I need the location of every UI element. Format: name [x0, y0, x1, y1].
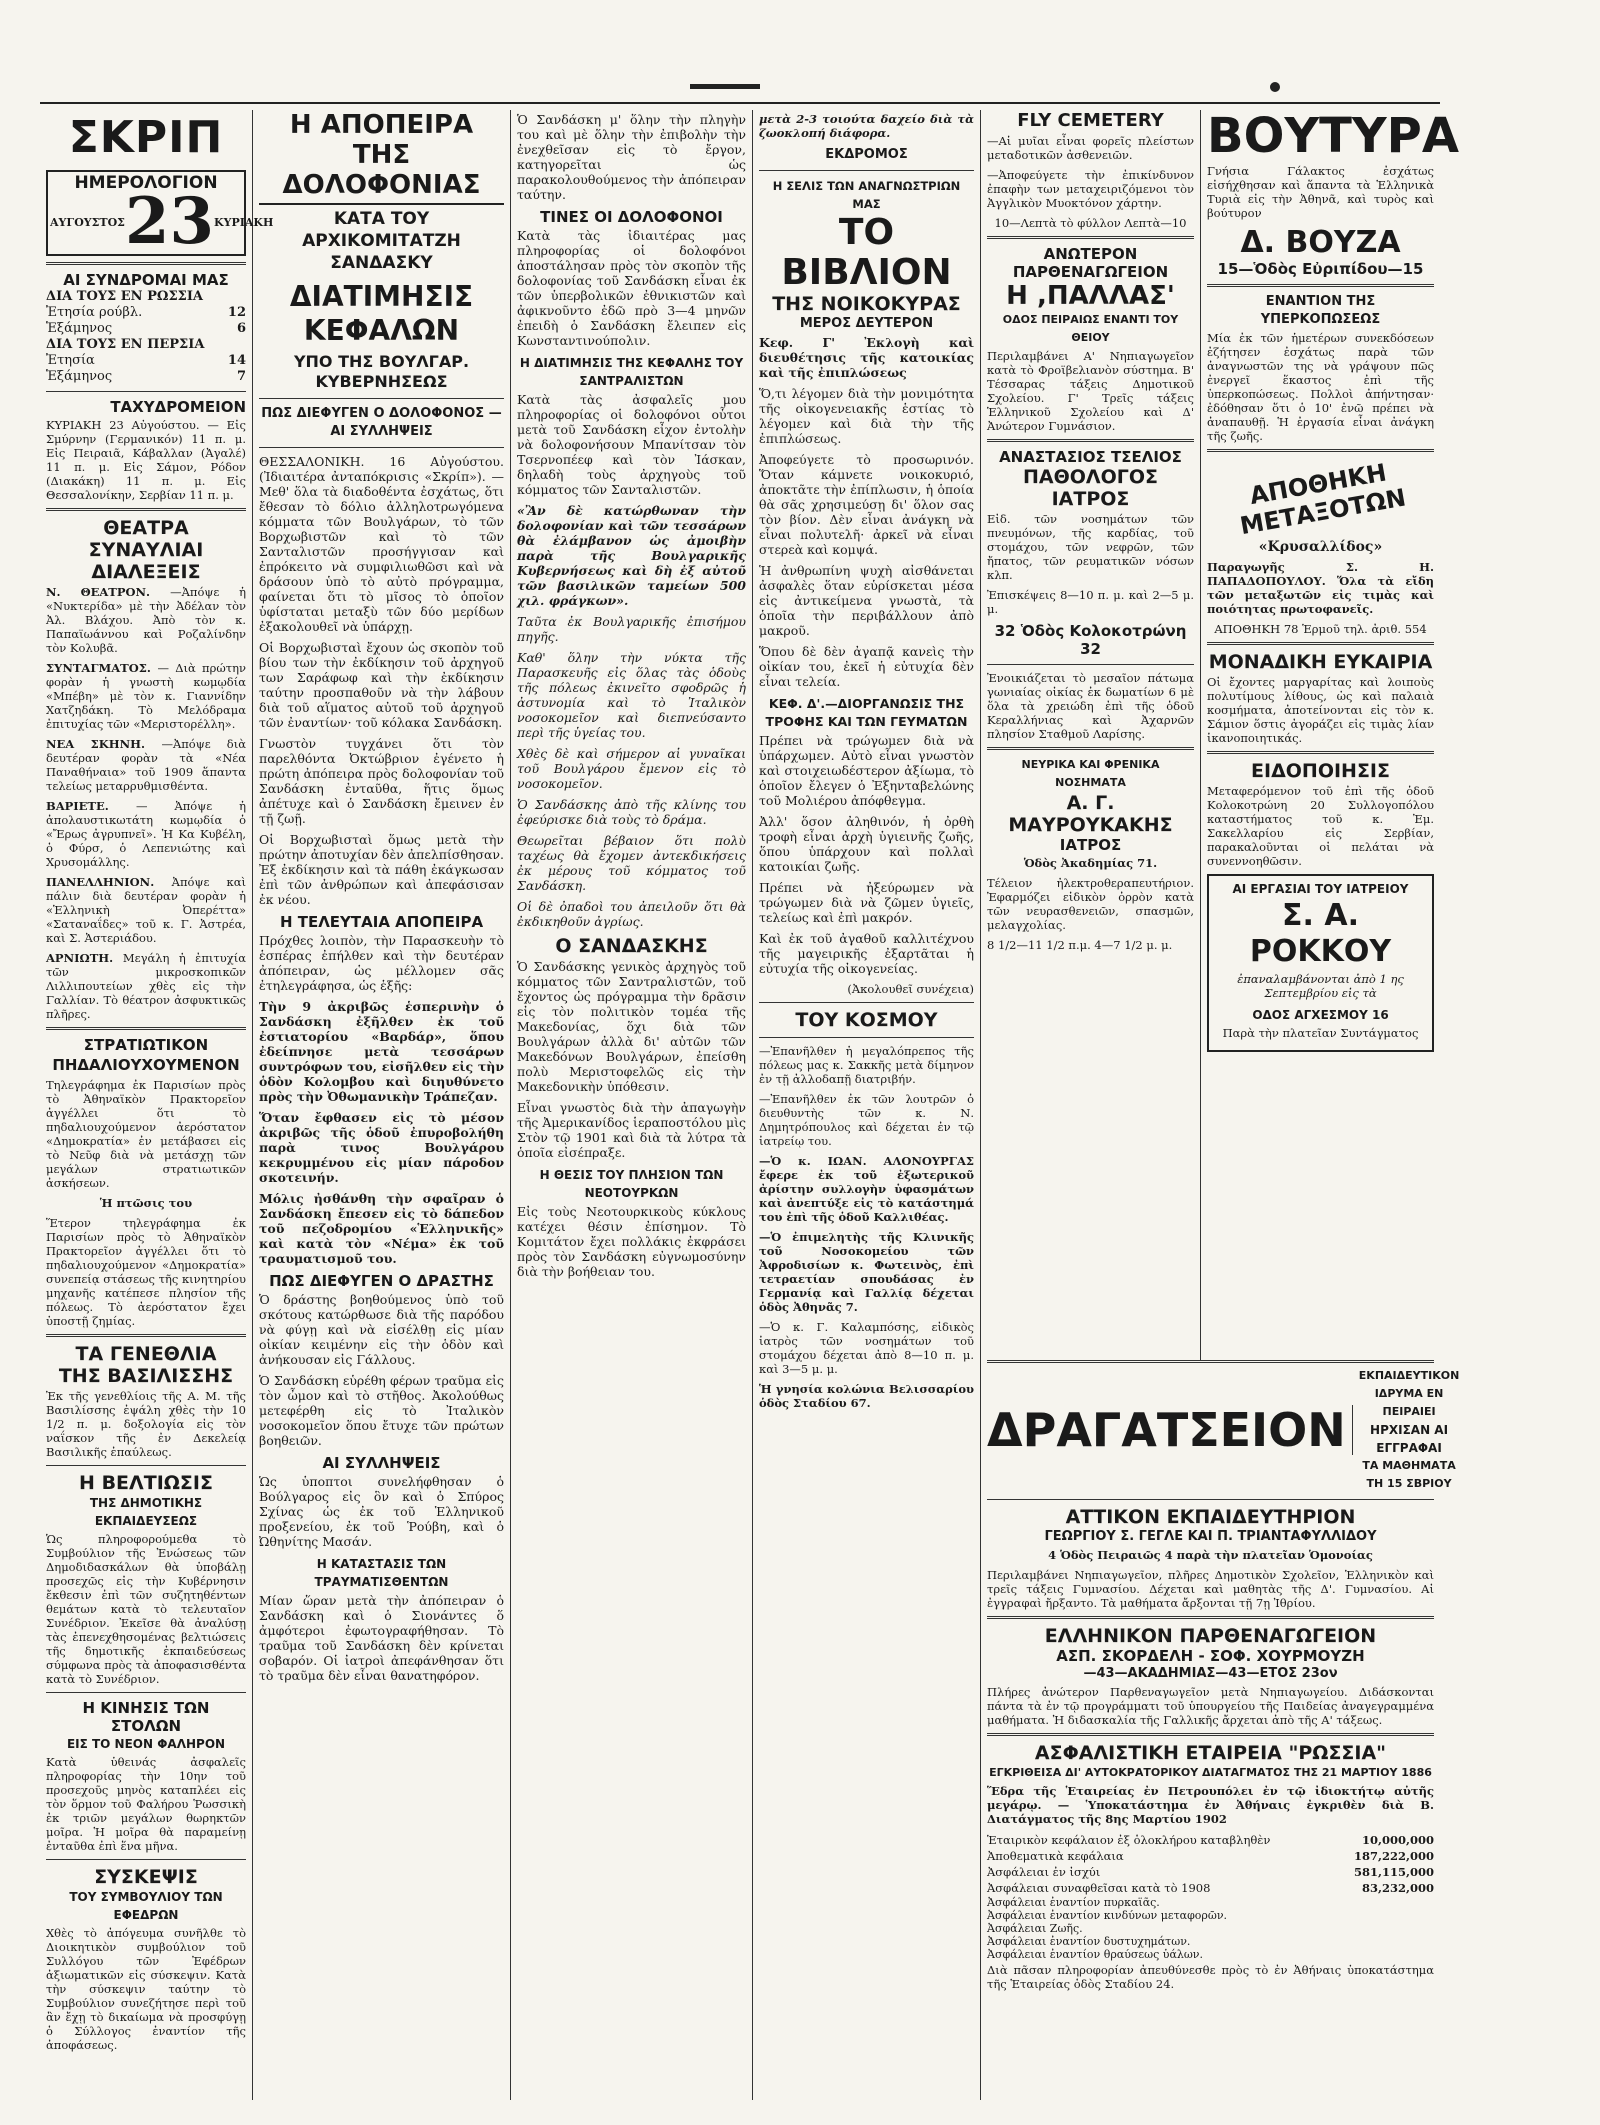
ad-hours: 8 1/2—11 1/2 π.μ. 4—7 1/2 μ. μ. [987, 938, 1173, 952]
subs-title: ΑΙ ΣΥΝΔΡΟΜΑΙ ΜΑΣ [63, 271, 229, 289]
separator [987, 1499, 1434, 1500]
insurance-value: 10,000,000 [1361, 1833, 1434, 1847]
ad-name: Σ. Α. ΡΟΚΚΟΥ [1249, 898, 1392, 969]
insurance-line: Ἀσφάλειαι Ζωῆς. [987, 1922, 1083, 1935]
military-quote: Ἡ πτῶσις του [99, 1196, 193, 1210]
masthead: ΣΚΡΙΠ [68, 112, 224, 163]
ad-text: ἐπαναλαμβάνονται ἀπὸ 1 ης Σεπτεμβρίου εἰς τὰ [1237, 972, 1404, 1000]
subs-value: 12 [227, 305, 246, 320]
ad-subtitle: ΙΑΤΡΟΣ [1059, 836, 1122, 854]
paragraph: —Ὁ κ. Γ. Καλαμπόσης, εἰδικὸς ἰατρὸς τῶν νοσημάτων τοῦ στομάχου δέχεται ἀπὸ 8—10 π. μ. καὶ 3—5 μ. μ. [759, 1320, 974, 1376]
ad-brand: «Κρυσαλλίδος» [1258, 539, 1383, 555]
ad-title: ΑΝΩΤΕΡΟΝ ΠΑΡΘΕΝΑΓΩΓΕΙΟΝ [1012, 245, 1169, 281]
ad-address: Ὁδὸς Ἀκαδημίας 71. [1023, 856, 1158, 870]
theatre-title: ΘΕΑΤΡΑ [103, 517, 189, 539]
ad-address: ΟΔΟΣ ΠΕΙΡΑΙΩΣ ΕΝΑΝΤΙ ΤΟΥ ΘΕΙΟΥ [1002, 313, 1179, 344]
theatre-item [46, 585, 246, 655]
paragraph: Εἶναι γνωστὸς διὰ τὴν ἀπαγωγὴν τῆς Ἀμερικανίδος ἱεραποστόλου μὶς Στὸν τῷ 1901 καὶ διὰ τὰ λύτρα τὰ ὁποῖα εἰσέπραξε. [517, 1100, 746, 1160]
newspaper-page [40, 108, 1460, 2100]
wide-ads [981, 1360, 1460, 2100]
ad-address: —43—ΑΚΑΔΗΜΙΑΣ—43—ΕΤΟΣ 23ον [1083, 1666, 1338, 1681]
dragatseion-side [1353, 1367, 1460, 1493]
subheading: ΠΩΣ ΔΙΕΦΥΓΕΝ Ο ΔΡΑΣΤΗΣ [269, 1272, 494, 1290]
separator [987, 236, 1194, 239]
paragraph: μετὰ 2-3 τοιούτα δαχείο διὰ τὰ ζωοκλοπή διάφορα. [759, 112, 974, 140]
subheading: ΕΚΔΡΟΜΟΣ [825, 147, 908, 162]
ad-title: ΕΛΛΗΝΙΚΟΝ ΠΑΡΘΕΝΑΓΩΓΕΙΟΝ [1044, 1625, 1377, 1647]
theatre-item [46, 799, 246, 869]
separator [1207, 642, 1434, 645]
insurance-label: Ἀσφάλειαι συναφθεῖσαι κατὰ τὸ 1908 [987, 1881, 1211, 1895]
separator [759, 1002, 974, 1003]
ad-title: FLY CEMETERY [1017, 110, 1164, 131]
day-number: 23 [124, 184, 215, 259]
insurance-row [987, 1864, 1434, 1880]
paragraph: Μίαν ὥραν μετὰ τὴν ἀπόπειραν ὁ Σανδάσκη καὶ ὁ Σιονάντες ὅ ἀμφότεροι ἐφωτογραφήθησαν. Τὸ τραῦμα τοῦ Σανδάσκη δὲν κρίνεται σοβαρόν. Οἱ ἰατροὶ ἀπεφάνθησαν ὅτι τὸ τραῦμα δὲν εἶναι θανατηφόρον. [259, 1593, 504, 1683]
post-text: ΚΥΡΙΑΚΗ 23 Αὐγούστου. — Εἰς Σμύρνην (Γερμανικόν) 11 π. μ. Εἰς Πειραιᾶ, Κάβαλλαν (Ἀγαλέ) 11 π. μ. Εἰς Σάμον, Ρόδον (Διακάκη) 11 π. μ. Εἰς Θεσσαλονίκην, Σερβίαν 11 π. μ. [46, 418, 246, 502]
subs-label: ΔΙΑ ΤΟΥΣ ΕΝ ΠΕΡΣΙΑ [46, 337, 205, 352]
fleet-sub: ΕΙΣ ΤΟ ΝΕΟΝ ΦΑΛΗΡΟΝ [66, 1737, 226, 1751]
top-dot-mark [1270, 82, 1280, 92]
ad-subtitle: ΕΚΠΑΙΔΕΥΤΙΚΟΝ ΙΔΡΥΜΑ ΕΝ ΠΕΙΡΑΙΕΙ [1358, 1369, 1460, 1418]
ad-title: ΑΝΑΣΤΑΣΙΟΣ ΤΣΕΛΙΟΣ [999, 448, 1182, 466]
separator [759, 170, 974, 171]
ad-address: 15—Ὁδὸς Εὐριπίδου—15 [1217, 260, 1424, 278]
top-rule-mark [690, 84, 760, 89]
ad-text: Ἕδρα τῆς Ἑταιρείας ἐν Πετρουπόλει ἐν τῷ ἰδιοκτήτῳ αὐτῆς μεγάρῳ. — Ὑποκατάστημα ἐν Ἀθήναις ἐγκριθὲν διὰ Β. Διατάγματος τῆς 8ης Μαρτίου 1902 [987, 1784, 1434, 1826]
theatre-text: —Ἀπόψε ἡ «Νυκτερίδα» μὲ τὴν Ἀδέλαν τὸν Ἀλ. Βλάχου. Ἀπὸ τὸν κ. Παπαϊωάννου καὶ Ροζαλίνδην τὸν Κολυβᾶ. [46, 585, 247, 655]
insurance-line: Ἀσφάλειαι ἐναντίον δυστυχημάτων. [987, 1935, 1191, 1948]
ad-title: ΔΡΑΓΑΤΣΕΙΟΝ [987, 1405, 1353, 1455]
ad-subtitle: ΑΣΠ. ΣΚΟΡΔΕΛΗ - ΣΟΦ. ΧΟΥΡΜΟΥΖΗ [1056, 1647, 1365, 1665]
separator [46, 1465, 246, 1466]
paragraph: Πρέπει νὰ τρώγωμεν διὰ νὰ ὑπάρχωμεν. Αὐτὸ εἶναι γνωστὸν καὶ στοιχειωδέστερον ἀξίωμα, τὸ ὁποῖον ἔλεγεν ὁ Ἐξηνταβελώνης τοῦ Μολιέρου ἀπόφθεγμα. [759, 733, 974, 808]
paragraph: Καθ' ὅλην τὴν νύκτα τῆς Παρασκευῆς εἰς ὅλας τὰς ὁδοὺς τῆς πόλεως ἐκινεῖτο σφοδρῶς ἡ ἀστυνομία καὶ τὸ Ἰταλικὸν νοσοκομεῖον καὶ διεπνεύσαντο περὶ τῆς ὑγείας του. [517, 650, 746, 740]
ad-text: Εἰδ. τῶν νοσημάτων τῶν πνευμόνων, τῆς καρδίας, τοῦ στομάχου, τῶν νεφρῶν, τῶν ἤπατος, τῶν ρευματικῶν νόσων κλπ. [987, 512, 1194, 582]
headline-5: ΠΩΣ ΔΙΕΦΥΓΕΝ Ο ΔΟΛΟΦΟΝΟΣ — ΑΙ ΣΥΛΛΗΨΕΙΣ [261, 406, 502, 439]
fleet-text: Κατὰ ὑθεινάς ἀσφαλεῖς πληροφορίας τὴν 10ην τοῦ προσεχοῦς μηνὸς καταπλέει εἰς τὸν ὅρμον τοῦ Φαλήρου Ῥωσσικὴ ἐκ τριῶν μεγάλων θωρηκτῶν μοῖρα. Ἡ μοῖρα θὰ παραμείνῃ ἐνταῦθα ἐπὶ ἕνα μῆνα. [46, 1755, 246, 1853]
paragraph: Πρέπει νὰ ἠξεύρωμεν νὰ τρώγωμεν διὰ νὰ ζῶμεν ὑγιεῖς, τελείως καὶ ἐπὶ μακρόν. [759, 880, 974, 925]
separator [46, 262, 246, 265]
date-block [50, 184, 274, 259]
paragraph: Ἡ γνησία κολώνια Βελισσαρίου ὁδὸς Σταδίου 67. [759, 1382, 974, 1410]
ad-text: Τέλειον ἠλεκτροθεραπευτήριον. Ἐφαρμόζει εἰδικὸν ὀρρὸν κατὰ τῶν νευρασθενειῶν, σπασμῶν, μελαγχολίας. [987, 876, 1194, 932]
separator [46, 391, 246, 392]
paragraph: Ὁ δράστης βοηθούμενος ὑπὸ τοῦ σκότους κατώρθωσε διὰ τῆς παρόδου νὰ φύγῃ καὶ νὰ εἰσέλθῃ εἰς μίαν οἰκίαν κειμένην εἰς τὴν ὁδὸν καὶ ἀνήκουσαν εἰς Γάλλους. [259, 1292, 504, 1367]
ad-title: ΕΙΔΟΠΟΙΗΣΙΣ [1251, 760, 1390, 782]
ad-subtitle: ΑΙ ΕΡΓΑΣΙΑΙ ΤΟΥ ΙΑΤΡΕΙΟΥ [1232, 882, 1409, 896]
column-4 [753, 110, 980, 2100]
paragraph: Ἀποφεύγετε τὸ προσωρινόν. Ὅταν κάμνετε νοικοκυριό, ἀποκτᾶτε τὴν ἐπίπλωσιν, ἡ ὁποία θὰ σᾶς χρησιμεύσῃ δι' ὅλον σας τὸν βίον. Δὲν εἶναι ἀνάγκη νὰ εἶναι πολυτελῆ· ἀρκεῖ νὰ εἶναι στερεὰ καὶ κομψά. [759, 452, 974, 557]
separator [259, 447, 504, 448]
military-sub: ΠΗΔΑΛΙΟΥΧΟΥΜΕΝΟΝ [52, 1056, 240, 1074]
paragraph: Ὁ Σανδάσκης ἀπὸ τῆς κλίνης του ἐφεύρισκε διὰ τοὺς τὸ δράμα. [517, 797, 746, 827]
ad-text: Διὰ πᾶσαν πληροφορίαν ἀπευθύνεσθε πρὸς τὸ ἐν Ἀθήναις ὑποκατάστημα τῆς Ἑταιρείας ὁδὸς Σταδίου 24. [987, 1963, 1434, 1991]
theatre-item [46, 661, 246, 731]
paragraph: Ὡς ὑποπτοι συνελήφθησαν ὁ Βούλγαρος εἰς ὃν καὶ ὁ Σπύρος Σχίνας ὡς ἐκ τοῦ Ἑλληνικοῦ προξενείου, ἐκ τοῦ Ῥούβη, καὶ ὁ Ὠθηνίτης Μασάν. [259, 1474, 504, 1549]
theatre-list [46, 585, 246, 1021]
calendar-box [46, 170, 274, 259]
theatre-name: ΝΕΑ ΣΚΗΝΗ. [46, 737, 162, 751]
theatre-text: Ἀπόψε καὶ πάλιν διὰ δευτέραν φορὰν ἡ «Ἑλληνικὴ Ὀπερέττα» «Σαταναΐδες» τοῦ κ. Γ. Ἀστρέα, καὶ Σ. Ἀστεριάδου. [46, 875, 246, 945]
subs-row [46, 305, 246, 321]
paragraph: «Ἂν δὲ κατώρθωναν τὴν δολοφονίαν καὶ τῶν τεσσάρων θὰ ἐλάμβανον ὡς ἀμοιβὴν παρὰ τῆς Βουλγαρικῆς Κυβερνήσεως καὶ δὴ ἐξ αὐτοῦ τῶν βασιλικῶν ταμείων 500 χιλ. φράγκων». [517, 503, 746, 608]
subs-row [46, 321, 246, 337]
post-title: ΤΑΧΥΔΡΟΜΕΙΟΝ [110, 398, 246, 416]
ad-subtitle: ΕΓΚΡΙΘΕΙΣΑ ΔΙ' ΑΥΤΟΚΡΑΤΟΡΙΚΟΥ ΔΙΑΤΑΓΜΑΤΟΣ ΤΗΣ 21 ΜΑΡΤΙΟΥ 1886 [989, 1766, 1432, 1779]
separator [1207, 284, 1434, 287]
subheading: Η ΤΕΛΕΥΤΑΙΑ ΑΠΟΠΕΙΡΑ [279, 913, 484, 931]
separator [1207, 449, 1434, 452]
lectures-title: ΔΙΑΛΕΞΕΙΣ [91, 561, 201, 583]
insurance-row [987, 1880, 1434, 1896]
subs-label: Ἑξάμηνος [46, 321, 113, 336]
ad-subtitle: ΗΡΧΙΣΑΝ ΑΙ ΕΓΓΡΑΦΑΙ [1370, 1423, 1449, 1455]
separator [46, 1859, 246, 1860]
ad-text: Οἱ ἔχοντες μαργαρίτας καὶ λοιποὺς πολυτίμους λίθους, ὡς καὶ παλαιὰ κοσμήματα, ἀποτείνονται εἰς τὸν κ. Σάμιον ὅστις ἀγοράζει εἰς τιμὰς λίαν ἱκανοποιητικάς. [1207, 675, 1434, 745]
insurance-label: Ἀσφάλειαι ἐν ἰσχύι [987, 1865, 1101, 1879]
lead-paragraph: ΘΕΣΣΑΛΟΝΙΚΗ. 16 Αὐγούστου. (Ἰδιαιτέρα ἀνταπόκρισις «Σκρίπ»). — Μεθ' ὅλα τὰ διαδοθέντα ἐσχάτως, ὅτι ἔθεσαν τὸ δόλιο ἀλληλοτρωγόμενα κόμματα τῶν Βουλγάρων, τὸ τῶν Βορχωβιστῶν καὶ τὸ τῶν Σανταλιστῶν προσήγγισαν καὶ ἐπρόκειτο νὰ συμφιλιωθῶσι καὶ νὰ δράσουν ὑπὸ τὸ αὐτὸ πρόγραμμα, φαίνεται ὅτι τὸ μῖσος τὸ ὁποῖον ὑφίσταται μεταξὺ τῶν δύο μερίδων ἐξακολουθεῖ νὰ ὑπάρχῃ. [259, 454, 504, 634]
headline-2: ΚΑΤΑ ΤΟΥ ΑΡΧΙΚΟΜΙΤΑΤΖΗ ΣΑΝΔΑΣΚΥ [302, 209, 461, 273]
theatre-name: ΑΡΝΙΩΤΗ. [46, 951, 123, 965]
concerts-title: ΣΥΝΑΥΛΙΑΙ [88, 539, 204, 561]
column-2 [253, 110, 510, 2100]
headline-4: ΥΠΟ ΤΗΣ ΒΟΥΛΓΑΡ. ΚΥΒΕΡΝΗΣΕΩΣ [293, 352, 470, 391]
insurance-lines [987, 1896, 1434, 1961]
subheading: Ο ΣΑΝΔΑΣΚΗΣ [555, 935, 708, 957]
separator [759, 1037, 974, 1038]
theatre-item [46, 875, 246, 945]
subs-row [46, 353, 246, 369]
theatre-text: —Ἀπόψε διὰ δευτέραν φορὰν τὰ «Νέα Παναθήναια» τοῦ 1909 ἅπαντα τελείως μεταρρυθμισθέντα. [46, 737, 246, 793]
top-rule [40, 102, 1440, 104]
birthday-text: Ἐκ τῆς γενεθλίοις τῆς Α. Μ. τῆς Βασιλίσσης ἐψάλη χθὲς τὴν 10 1/2 π. μ. δοξολογία εἰς τὸν ναΐσκον τῆς ἐν Δεκελείᾳ Βασιλικῆς ἐπαύλεως. [46, 1389, 246, 1459]
ad-text: —Ἀποφεύγετε τὴν ἐπικίνδυνον ἐπαφὴν των μεταχειριζόμενοι τὸν Ἀγγλικὸν Μυοκτόνον χάρτην. [987, 168, 1194, 210]
headline-1: Η ΑΠΟΠΕΙΡΑ ΤΗΣ ΔΟΛΟΦΟΝΙΑΣ [259, 110, 504, 205]
insurance-label: Ἀποθεματικὰ κεφάλαια [987, 1849, 1124, 1863]
paragraph: —Ὁ κ. ΙΩΑΝ. ΑΛΟΝΟΥΡΓΑΣ ἔφερε ἐκ τοῦ ἐξωτερικοῦ ἀρίστην συλλογὴν ὑφασμάτων καὶ ἀνεπτύξε εἰς τὸ κατάστημά του ἐπὶ τῆς ὁδοῦ Καλλιθέας. [759, 1154, 974, 1224]
birthday-title-2: ΤΗΣ ΒΑΣΙΛΙΣΣΗΣ [58, 1365, 234, 1387]
ad-text: Παραγωγῆς Σ. Η. ΠΑΠΑΔΟΠΟΥΛΟΥ. Ὅλα τὰ εἴδη τῶν μεταξωτῶν εἰς τιμὰς καὶ ποιότητας πρωτοφανεῖς. [1207, 560, 1434, 616]
paragraph: Ὁ Σανδάσκη εὑρέθη φέρων τραῦμα εἰς τὸν ὦμον καὶ τὸ στῆθος. Ἀκολούθως μετεφέρθη εἰς τὸ Ἰταλικὸν νοσοκομεῖον ὅπου ἔτυχε τῶν πρώτων βοηθειῶν. [259, 1373, 504, 1448]
insurance-table [987, 1832, 1434, 1896]
ad-title: ΑΠΟΘΗΚΗ ΜΕΤΑΞΟΤΩΝ [1237, 458, 1408, 541]
subheading: Η ΚΑΤΑΣΤΑΣΙΣ ΤΩΝ ΤΡΑΥΜΑΤΙΣΘΕΝΤΩΝ [314, 1557, 449, 1589]
theatre-text: — Ἀπόψε ἡ ἀπολαυστικωτάτη κωμῳδία ὁ «Ἔρως ἀγρυπνεῖ». Ἡ Κα Κυβέλη, ὁ Φύρσ, ὁ Λεπενιώτης καὶ Χρυσομάλλης. [46, 799, 247, 869]
subs-label: Ἑξάμηνος [46, 369, 113, 384]
insurance-label: Ἑταιρικὸν κεφάλαιον ἐξ ὁλοκλήρου καταβληθὲν [987, 1833, 1271, 1847]
paragraph: Θεωρεῖται βέβαιον ὅτι πολὺ ταχέως θὰ ἔχομεν ἀντεκδικήσεις ἐκ μέρους τοῦ κόμματος τοῦ Σανδάσκη. [517, 833, 746, 893]
paragraph: Ὅπου δὲ δὲν ἀγαπᾷ κανεὶς τὴν οἰκίαν του, ἐκεῖ ἡ εὐτυχία δὲν εἶναι τελεία. [759, 644, 974, 689]
theatre-name: ΒΑΡΙΕΤΕ. [46, 799, 137, 813]
paragraph: Καὶ ἐκ τοῦ ἀγαθοῦ καλλιτέχνου τῆς μαγειρικῆς ἐξαρτᾶται ἡ εὐτυχία τῆς οἰκογενείας. [759, 931, 974, 976]
separator [46, 508, 246, 511]
book-title: ΤΟ ΒΙΒΛΙΟΝ [781, 212, 952, 293]
theatre-name: Ν. ΘΕΑΤΡΟΝ. [46, 585, 171, 599]
ad-text: Περιλαμβάνει Νηπιαγωγεῖον, πλῆρες Δημοτικὸν Σχολεῖον, Ἑλληνικὸν καὶ τρεῖς τάξεις Γυμνασίου. Δέχεται καὶ μαθητὰς τῆς Δ'. Γυμνασίου. Αἱ ἐγγραφαὶ ἤρξαντο. Τὰ μαθήματα ἄρξονται τῇ 7ῃ Ἰθρίου. [987, 1568, 1434, 1610]
ad-text: Ἐνοικιάζεται τὸ μεσαῖον πάτωμα γωνιαίας οἰκίας ἐκ δωματίων 6 μὲ ὅλα τὰ χρειώδη ἐπὶ τῆς ὁδοῦ Κεραλλήνιας καὶ Ἀχαρνῶν πλησίον Σταθμοῦ Λαρίσης. [987, 671, 1194, 741]
subs-label: Ἐτησία ρούβλ. [46, 305, 143, 320]
council-text: Χθὲς τὸ ἀπόγευμα συνῆλθε τὸ Διοικητικὸν συμβούλιον τοῦ Συλλόγου τῶν Ἐφέδρων ἀξιωματικῶν εἰς σύσκεψιν. Κατὰ τὴν σύσκεψιν ταύτην τὸ Συμβούλιον συνεζήτησε περὶ τοῦ ἂν ἔχῃ τὸ δικαίωμα νὰ προσφύγῃ ὁ Σύλλογος ἐναντίον τῆς ἀποφάσεως. [46, 1926, 246, 2052]
military-text-2: Ἕτερον τηλεγράφημα ἐκ Παρισίων πρὸς τὸ Ἀθηναϊκὸν Πρακτορεῖον ἀγγέλλει ὅτι τὸ πηδαλιουχούμενον «Δημοκρατία» συνεπείᾳ στάσεως τῆς κινητηρίου μηχανῆς κατέπεσε πλησίον τῆς πόλεως. Τὸ ἀερόστατον ἔχει ὑποστῇ ζημίας. [46, 1216, 246, 1328]
ad-address: Παρὰ τὴν πλατεῖαν Συντάγματος [1222, 1026, 1419, 1040]
ad-text: Μεταφερόμενον τοῦ ἐπὶ τῆς ὁδοῦ Κολοκοτρώνη 20 Συλλογοπόλου καταστήματος τοῦ κ. Ἐμ. Σακελλαρίου εἰς Σερβίαν, παρακαλοῦνται οἱ πελάται νὰ συνεννοηθῶσιν. [1207, 784, 1434, 868]
column-6 [1201, 108, 1459, 1355]
paragraph: Τὴν 9 ἀκριβῶς ἑσπερινὴν ὁ Σανδάσκη ἐξῆλθεν ἐκ τοῦ ἐστιατορίου «Βαρδάρ», ὅπου ἐδείπνησε μετὰ τεσσάρων συντρόφων του, εἰσῆλθεν εἰς τὴν ὁδὸν Κολομβου καὶ διηυθύνετο πρὸς τὴν Ὀθωμανικὴν Τράπεζαν. [259, 999, 504, 1104]
paragraph: —Ἐπανῆλθεν ἡ μεγαλόπρεπος τῆς πόλεως μας κ. Σακκῆς μετὰ δίμηνον ἐν τῇ ἀλλοδαπῇ διατριβήν. [759, 1044, 974, 1086]
subs-label: ΔΙΑ ΤΟΥΣ ΕΝ ΡΩΣΣΙΑ [46, 289, 203, 304]
ad-text: Περιλαμβάνει Α' Νηπιαγωγεῖον κατὰ τὸ Φροϊβελιανὸν σύστημα. Β' Τέσσαρας τάξεις Δημοτικοῦ Σχολείου. Γ' Τρεῖς τάξεις Ἑλληνικοῦ Σχολείου καὶ Δ' Ἀνώτερον Γυμνάσιον. [987, 349, 1194, 433]
ad-address: ΟΔΟΣ ΑΓΧΕΣΜΟΥ 16 [1252, 1008, 1389, 1022]
separator [46, 1334, 246, 1337]
subs-value: 14 [227, 353, 246, 368]
theatre-text: — Διὰ πρώτην φορὰν ἡ γνωστὴ κωμῳδία «Μπέβη» μὲ τὸν κ. Γιαννίδην Χατζηδάκη. Τὸ Μελόδραμα ἐπιτυχίας τῶν «Μεριστορέλλη». [46, 661, 246, 731]
ad-title: ΜΟΝΑΔΙΚΗ ΕΥΚΑΙΡΙΑ [1208, 651, 1433, 673]
world-title: ΤΟΥ ΚΟΣΜΟΥ [795, 1009, 938, 1031]
headline-3: ΔΙΑΤΙΜΗΣΙΣ ΚΕΦΑΛΩΝ [289, 280, 474, 347]
ad-name: Α. Γ. ΜΑΥΡΟΥΚΑΚΗΣ [1008, 792, 1173, 836]
ad-price: 10—Λεπτὰ τὸ φύλλον Λεπτὰ—10 [994, 216, 1187, 230]
subheading: ΕΝΑΝΤΙΟΝ ΤΗΣ ΥΠΕΡΚΟΠΩΣΕΩΣ [1260, 294, 1381, 327]
paragraph: —Ἐπανῆλθεν ἐκ τῶν λουτρῶν ὁ διευθυντὴς τῶν κ. Ν. Δημητρόπουλος καὶ δέχεται ἐν τῷ ἰατρείῳ του. [759, 1092, 974, 1148]
dragatseion-block [987, 1360, 1460, 1493]
book-subtitle: ΤΗΣ ΝΟΙΚΟΚΥΡΑΣ [772, 293, 961, 315]
ad-hours: Ἐπισκέψεις 8—10 π. μ. καὶ 2—5 μ. μ. [987, 588, 1194, 616]
paragraph: Ἀλλ' ὅσον ἀληθινόν, ἡ ὀρθὴ τροφὴ εἶναι ἀρχὴ ὑγιεινῆς ζωῆς, ὅπου ὑπάρχουν καὶ πολλαὶ κατοικίαι ζωῆς. [759, 814, 974, 874]
military-title: ΣΤΡΑΤΙΩΤΙΚΟΝ [83, 1036, 209, 1054]
chapter-title-2: ΚΕΦ. Δ'.—ΔΙΟΡΓΑΝΩΣΙΣ ΤΗΣ ΤΡΟΦΗΣ ΚΑΙ ΤΩΝ ΓΕΥΜΑΤΩΝ [765, 696, 968, 729]
column-1 [40, 110, 274, 2100]
improve-text: Ὡς πληροφορούμεθα τὸ Συμβούλιον τῆς Ἑνώσεως τῶν Δημοδιδασκάλων θὰ ὑποβάλῃ προσεχῶς εἰς τὴν Κυβέρνησιν ἔκθεσιν ἐπὶ τῶν συζητηθέντων θεμάτων κατὰ τὸ τελευταῖον Συνέδριον. Ἐκεῖσε θὰ ἀναλύσῃ τὰς ἐπενεχθησομένας βελτιώσεις τῆς δημοτικῆς ἐκπαιδεύσεως σύμφωνα πρὸς τὰ ἀποφασισθέντα κατὰ τὸ Συνέδριον. [46, 1532, 246, 1686]
separator [1207, 751, 1434, 754]
part-title: ΜΕΡΟΣ ΔΕΥΤΕΡΟΝ [799, 316, 934, 331]
chapter-title: Κεφ. Γ' Ἐκλογὴ καὶ διευθέτησις τῆς κατοικίας καὶ τῆς ἐπιπλώσεως [759, 335, 974, 380]
ad-name: ΠΑΘΟΛΟΓΟΣ ΙΑΤΡΟΣ [1022, 466, 1158, 510]
ad-title: ΑΤΤΙΚΟΝ ΕΚΠΑΙΔΕΥΤΗΡΙΟΝ [1065, 1506, 1356, 1528]
improve-title: Η ΒΕΛΤΙΩΣΙΣ [79, 1472, 213, 1494]
paragraph: Ἡ ἀνθρωπίνη ψυχὴ αἰσθάνεται ἀσφαλὲς ὅταν εὑρίσκεται μέσα εἰς ἀντικείμενα γνωστὰ, τὰ ὁποῖα τὴν περιβάλλουν ἀπὸ μακροῦ. [759, 563, 974, 638]
ad-title: ΒΟΥΤΥΡΑ [1207, 108, 1459, 164]
paragraph: —Ὁ ἐπιμελητὴς τῆς Κλινικῆς τοῦ Νοσοκομείου τῶν Ἀφροδισίων κ. Φωτεινὸς, ἐπὶ τετραετίαν σπουδάσας ἐν Γερμανίᾳ καὶ Γαλλίᾳ δέχεται ὁδὸς Ἀθηνᾶς 7. [759, 1230, 974, 1314]
paragraph: Ὅταν ἔφθασεν εἰς τὸ μέσον ἀκριβῶς τῆς ὁδοῦ ἐπυροβολήθη παρὰ τινος Βουλγάρου κεκρυμμένου εἰς μίαν πάροδον σκοτεινήν. [259, 1110, 504, 1185]
subs-row [46, 289, 246, 305]
continued-note: (Ἀκολουθεῖ συνέχεια) [847, 982, 974, 996]
separator [259, 398, 504, 399]
paragraph: Ὅ,τι λέγομεν διὰ τὴν μονιμότητα τῆς οἰκογενειακῆς ἑστίας τὸ λέγομεν καὶ διὰ τὴν τῆς ἐπιπλώσεως. [759, 386, 974, 446]
paragraph: Πρόχθες λοιπὸν, τὴν Παρασκευὴν τὸ ἑσπέρας ἐπήλθεν καὶ τὴν δευτέραν ἀπόπειραν, ὡς μέλλομεν σᾶς ἐτηλεγράφησα, ὡς ἑξῆς: [259, 933, 504, 993]
ad-address: ΑΠΟΘΗΚΗ 78 Ἑρμοῦ τηλ. ἀριθ. 554 [1214, 622, 1427, 636]
ad-title: ΑΣΦΑΛΙΣΤΙΚΗ ΕΤΑΙΡΕΙΑ "ΡΩΣΣΙΑ" [1034, 1742, 1387, 1764]
ad-text: Πλήρες ἀνώτερον Παρθεναγωγεῖον μετὰ Νηπιαγωγείου. Διδάσκονται πάντα τὰ ἐν τῷ προγράμματι τοῦ ὑπουργείου τῆς Παιδείας ἀναγεγραμμένα μαθήματα. Ἡ διδασκαλία τῆς Γαλλικῆς ἄρχεται ἀπὸ τῆς Α' τάξεως. [987, 1685, 1434, 1727]
separator [987, 439, 1194, 442]
ad-name: Δ. ΒΟΥΖΑ [1240, 225, 1401, 260]
theatre-name: ΠΑΝΕΛΛΗΝΙΟΝ. [46, 875, 172, 889]
theatre-name: ΣΥΝΤΑΓΜΑΤΟΣ. [46, 661, 158, 675]
insurance-line: Ἀσφάλειαι ἐναντίον πυρκαϊᾶς. [987, 1896, 1160, 1909]
insurance-value: 83,232,000 [1361, 1881, 1434, 1895]
ad-name: Η ,ΠΑΛΛΑΣ' [1006, 281, 1175, 311]
military-text: Τηλεγράφημα ἐκ Παρισίων πρὸς τὸ Ἀθηναϊκὸν Πρακτορεῖον ἀγγέλλει ὅτι τὸ πηδαλιουχούμενον ἀερόστατον «Δημοκρατία» ἐν μετάβασει εἰς τὸ Νεῦφ διὰ νὰ μετάσχῃ τῶν μεγάλων στρατιωτικῶν ἀσκήσεων. [46, 1078, 246, 1190]
insurance-value: 187,222,000 [1353, 1849, 1434, 1863]
subs-value: 7 [236, 369, 246, 384]
paragraph: Ὁ Σανδάσκης γενικὸς ἀρχηγὸς τοῦ κόμματος τῶν Σαντραλιστῶν, τοῦ ἔχοντος ὡς πρόγραμμα τὴν δρᾶσιν εἰς τὸν πολιτικὸν τομέα τῆς Μακεδονίας, ὅχι διὰ τῶν Βουλγάρων ἀλλὰ δι' αὐτῶν τῶν Μακεδόνων Βουλγάρων, ἐπείσθη πολὺ Μεριστοφελῶς εἰς τὴν Μακεδονικὴν ὑπόθεσιν. [517, 959, 746, 1094]
paragraph: Οἱ δὲ ὀπαδοὶ του ἀπειλοῦν ὅτι θὰ ἐκδικηθοῦν ἀγρίως. [517, 899, 746, 929]
separator [46, 1692, 246, 1693]
paragraph: Ὁ Σανδάσκη μ' ὅλην τὴν πληγὴν του καὶ μὲ ὅλην τὴν ἐπιβολὴν τὴν ἐνεχθεῖσαν εἰς τὸ ἔργον, κατηγορεῖται ὡς παρακολουθούμενος τὴν ἀπόπειραν ταύτην. [517, 112, 746, 202]
council-title: ΣΥΣΚΕΨΙΣ [94, 1866, 198, 1888]
insurance-line: Ἀσφάλειαι ἐναντίον κινδύνων μεταφορῶν. [987, 1909, 1228, 1922]
ad-address: 32 Ὁδὸς Κολοκοτρώνη 32 [994, 622, 1187, 658]
paragraph: Μόλις ἠσθάνθη τὴν σφαῖραν ὁ Σανδάσκη ἔπεσεν εἰς τὸ δάπεδον τοῦ πεζοδρομίου «Ἑλληνικῆς» καὶ κατὰ τὸν «Νέμα» ἐκ τοῦ τραυματισμοῦ του. [259, 1191, 504, 1266]
rokkou-box [1207, 874, 1434, 1052]
paragraph: Κατὰ τὰς ἀσφαλεῖς μου πληροφορίας οἱ δολοφόνοι οὗτοι μετὰ τοῦ Σανδάσκη εἶχον ἐντολὴν νὰ δολοφονήσουν Μπανίτσαν τὸν Τσερνοπέεφ καὶ τὸν Ἰάσκαν, δηλαδὴ τοὺς ἀρχηγοὺς τοῦ κόμματος τῶν Σανταλιστῶν. [517, 392, 746, 497]
separator [987, 1616, 1434, 1619]
separator [987, 1733, 1434, 1736]
subs-row [46, 369, 246, 385]
insurance-row [987, 1832, 1434, 1848]
ad-title: ΝΕΥΡΙΚΑ ΚΑΙ ΦΡΕΝΙΚΑ ΝΟΣΗΜΑΤΑ [1021, 758, 1160, 789]
theatre-text: Μεγάλη ἡ ἐπιτυχία τῶν μικροσκοπικῶν Λιλλιπουτείων χθὲς εἰς τὴν Γαλλίαν. Τὸ θέατρον ἀσφυκτικῶς πλῆρες. [46, 951, 246, 1021]
theatre-item [46, 951, 246, 1021]
subs-row [46, 337, 246, 353]
calendar-title: ΗΜΕΡΟΛΟΓΙΟΝ [74, 173, 218, 193]
separator [987, 747, 1194, 750]
weekday: ΚΥΡΙΑΚΗ [214, 215, 274, 229]
subs-label: Ἐτησία [46, 353, 95, 368]
insurance-row [987, 1848, 1434, 1864]
subs-value: 6 [236, 321, 246, 336]
theatre-item [46, 737, 246, 793]
fleet-title: Η ΚΙΝΗΣΙΣ ΤΩΝ ΣΤΟΛΩΝ [82, 1699, 210, 1735]
paragraph: Οἱ Βορχωβισταὶ ὅμως μετὰ τὴν πρώτην ἀποτυχίαν δὲν ἀπελπίσθησαν. Ἐξ ἐκδίκησιν καὶ τὰ πάθη ἐκάγκωσαν ἐπὶ τῶν ἀνθρώπων καὶ ἀπεφάσισαν ἐκ νέου. [259, 832, 504, 907]
improve-sub: ΤΗΣ ΔΗΜΟΤΙΚΗΣ ΕΚΠΑΙΔΕΥΣΕΩΣ [89, 1496, 203, 1528]
subheading: ΑΙ ΣΥΛΛΗΨΕΙΣ [322, 1454, 441, 1472]
ad-subtitle: ΓΕΩΡΓΙΟΥ Σ. ΓΕΓΛΕ ΚΑΙ Π. ΤΡΙΑΝΤΑΦΥΛΛΙΔΟΥ [1044, 1529, 1377, 1544]
insurance-value: 581,115,000 [1353, 1865, 1434, 1879]
paragraph: Μία ἐκ τῶν ἡμετέρων συνεκδόσεων ἐζήτησεν ἐσχάτως παρὰ τῶν ἀναγνωστῶν της νὰ γράψουν πῶς ἐνεργεῖ ἕκαστος ἐπὶ τῆς ὑπερκοπώσεως. Πολλοὶ ἀπήντησαν· ἐδόθησαν ὅτι ὁ 10' ἐνῶ πρέπει νὰ ἀναπαυθῇ. Ἡ ἐργασία εἶναι ἀνάγκη τῆς ζωῆς. [1207, 331, 1434, 443]
paragraph: Οἱ Βορχωβισταὶ ἔχουν ὡς σκοπὸν τοῦ βίου των τὴν ἐκδίκησιν τοῦ ἀρχηγοῦ των Σαράφωφ καὶ τὴν ἐκδίκησιν ταύτην προσπαθοῦν νὰ τὴν λάβουν διὰ τοῦ αἵματος αὐτοῦ τοῦ ἀρχηγοῦ τῶν ἐναντίων· τοῦ κόλακα Σανδάσκη. [259, 640, 504, 730]
ad-address: 4 Ὁδὸς Πειραιῶς 4 παρὰ τὴν πλατεῖαν Ὁμονοίας [1048, 1548, 1373, 1562]
ad-text: Γνήσια Γάλακτος ἐσχάτως εἰσήχθησαν καὶ ἅπαντα τὰ Ἑλληνικὰ Τυριὰ εἰς τὴν Ἀθηνᾶ, καὶ τυρὸς καὶ βούτυρον [1207, 164, 1434, 220]
column-3 [511, 110, 752, 2100]
paragraph: Χθὲς δὲ καὶ σήμερον αἱ γυναῖκαι τοῦ Βουλγάρου ἔμενον εἰς τὸ νοσοκομεῖον. [517, 746, 746, 791]
subs-table [46, 289, 246, 385]
paragraph: Ταῦτα ἐκ Βουλγαρικῆς ἐπισήμου πηγῆς. [517, 614, 746, 644]
series-title: Η ΣΕΛΙΣ ΤΩΝ ΑΝΑΓΝΩΣΤΡΙΩΝ ΜΑΣ [772, 179, 961, 211]
separator [46, 1027, 246, 1030]
subheading: Η ΔΙΑΤΙΜΗΣΙΣ ΤΗΣ ΚΕΦΑΛΗΣ ΤΟΥ ΣΑΝΤΡΑΛΙΣΤΩΝ [519, 356, 744, 388]
month: ΑΥΓΟΥΣΤΟΣ [50, 215, 125, 229]
ad-text: —Αἱ μυῖαι εἶναι φορεῖς πλείστων μεταδοτικῶν ἀσθενειῶν. [987, 134, 1194, 162]
ad-subtitle: ΤΑ ΜΑΘΗΜΑΤΑ ΤΗ 15 ΣΒΡΙΟΥ [1362, 1459, 1456, 1490]
subheading: Η ΘΕΣΙΣ ΤΟΥ ΠΛΗΣΙΟΝ ΤΩΝ ΝΕΟΤΟΥΡΚΩΝ [539, 1168, 724, 1200]
paragraph: Γνωστὸν τυγχάνει ὅτι τὸν παρελθόντα Ὀκτώβριον ἐγένετο ἡ πρώτη ἀπόπειρα πρὸς δολοφονίαν τοῦ Σανδάσκη ἐνταῦθα, ἥτις ὅμως ἀπέτυχε καὶ ὁ Σανδάσκη ἔμεινεν ἐν τῇ ζωῇ. [259, 736, 504, 826]
paragraph: Κατὰ τὰς ἰδιαιτέρας μας πληροφορίας οἱ δολοφόνοι ἀποστάλησαν πρὸς τὸν σκοπὸν τῆς δολοφονίας τοῦ Σανδάσκη εἶναι ἐκ τῶν ὑπερβολικῶν ἐθνικιστῶν καὶ ἀφικνοῦντο ἐδῶ πρὸ 3—4 μηνῶν ἐπειδὴ ὁ Σανδάσκη ἔλειπεν εἰς Κωνσταντινούπολιν. [517, 228, 746, 348]
birthday-title-1: ΤΑ ΓΕΝΕΘΛΙΑ [75, 1343, 217, 1365]
council-sub: ΤΟΥ ΣΥΜΒΟΥΛΙΟΥ ΤΩΝ ΕΦΕΔΡΩΝ [69, 1890, 223, 1922]
paragraph: Εἰς τοὺς Νεοτουρκικοὺς κύκλους κατέχει θέσιν ἐπίσημον. Τὸ Κομιτάτον ἔχει πολλάκις ἐκφράσει πρὸς τὸν Σανδάσκη εὐγνωμοσύνην διὰ τὴν βοήθειαν του. [517, 1204, 746, 1279]
subheading: ΤΙΝΕΣ ΟΙ ΔΟΛΟΦΟΝΟΙ [540, 208, 723, 226]
depot-title-wrap [1207, 458, 1434, 541]
insurance-line: Ἀσφάλειαι ἐναντίον θραύσεως ὑάλων. [987, 1948, 1203, 1961]
separator [987, 664, 1194, 665]
